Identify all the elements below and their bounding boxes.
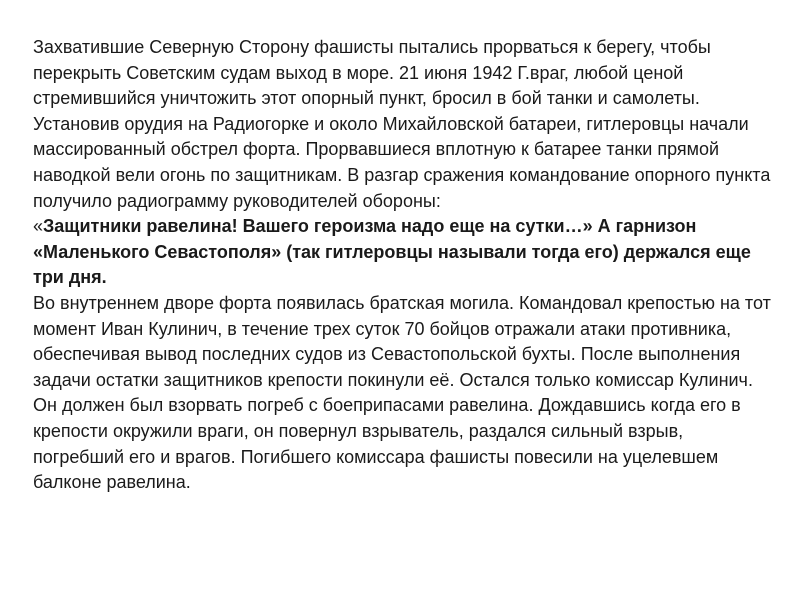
quote-bold-text: Защитники равелина! Вашего героизма надо еще на сутки…» А гарнизон «Маленького Севастополя» (так гитлеровцы называли тогда его) держался еще три дня. bbox=[33, 216, 751, 288]
paragraph-1 bbox=[33, 35, 773, 291]
paragraph-2-text: Во внутреннем дворе форта появилась братская могила. Командовал крепостью на тот момент Иван Кулинич, в течение трех суток 70 бойцов отражали атаки противника, обеспечивая вывод последних судов из Севастопольской бухты. После выполнения задачи остатки защитников крепости покинули её. Остался только комиссар Кулинич. Он должен был взорвать погреб с боеприпасами равелина. Дождавшись когда его в крепости окружили враги, он повернул взрыватель, раздался сильный взрыв, погребший его и врагов. Погибшего комиссара фашисты повесили на уцелевшем балконе равелина. bbox=[33, 292, 771, 493]
text-block bbox=[33, 35, 773, 496]
paragraph-1-text: Захватившие Северную Сторону фашисты пытались прорваться к берегу, чтобы перекрыть Советским судам выход в море. 21 июня 1942 Г.враг, любой ценой стремившийся уничтожить этот опорный пункт, бросил в бой танки и самолеты. Установив орудия на Радиогорке и около Михайловской батареи, гитлеровцы начали массированный обстрел форта. Прорвавшиеся вплотную к батарее танки прямой наводкой вели огонь по защитникам. В разгар сражения командование опорного пункта получило радиограмму руководителей обороны: bbox=[33, 37, 771, 211]
paragraph-2 bbox=[33, 291, 773, 496]
quote-open-mark: « bbox=[33, 216, 44, 237]
